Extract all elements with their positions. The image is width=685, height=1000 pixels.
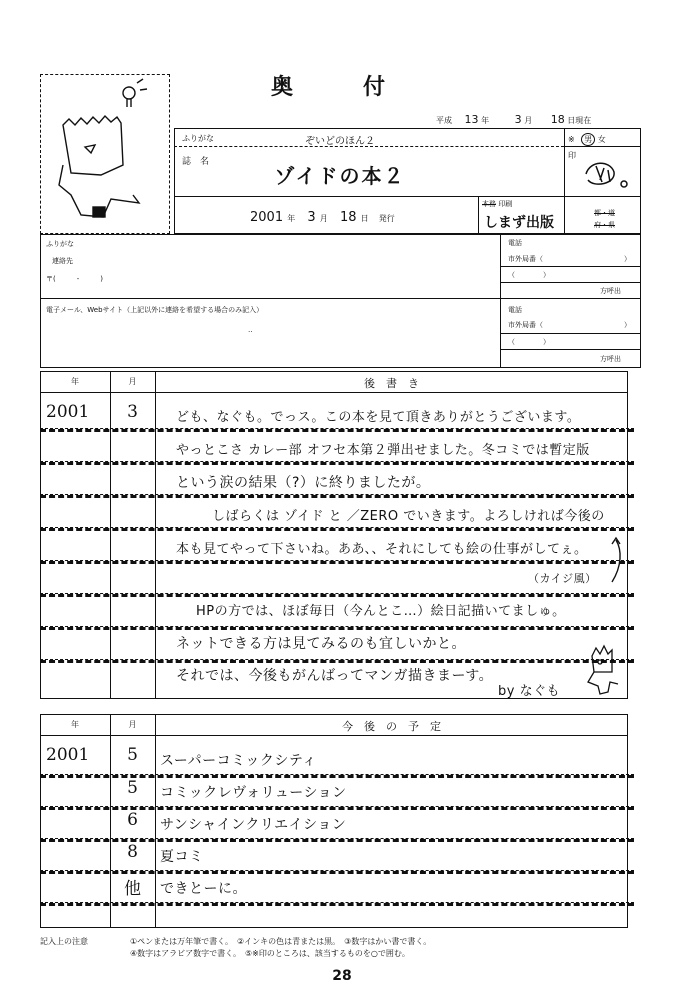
seal-label: 印 [568, 151, 576, 160]
contact-block [40, 234, 641, 368]
afterword-line-9: それでは、今後もがんばってマンガ描きまーす。 [176, 668, 494, 684]
date-day: 18 [550, 113, 565, 126]
pub-year-unit: 年 [287, 214, 296, 223]
schedule-month-3: 6 [127, 810, 138, 830]
date-year: 13 [464, 113, 479, 126]
schedule-month-4: 8 [127, 842, 138, 862]
paren-close-1: ） [624, 255, 631, 263]
notes-line-1: ①ペンまたは万年筆で書く。 ②インキの色は青または黒。 ③数字はかい書で書く。 [130, 937, 432, 946]
contact-furigana-label: ふりがな [46, 240, 74, 248]
afterword-month-header: 月 [128, 377, 137, 386]
pub-month: 3 [307, 210, 316, 225]
pub-suffix: 発行 [378, 214, 395, 223]
notes-line-2: ④数字はアラビア数字で書く。 ⑤※印のところは、該当するものを○で囲む。 [130, 949, 410, 958]
schedule-year-header: 年 [71, 720, 79, 729]
afterword-year-header: 年 [71, 377, 79, 386]
era-label: 平成 [436, 116, 452, 125]
afterword-line-3: という涙の結果（?）に終りましたが。 [176, 475, 431, 491]
character-drawing [41, 75, 168, 232]
afterword-line-5: 本も見てやって下さいね。ああ、、それにしても絵の仕事がしてぇ。 [176, 542, 588, 557]
afterword-line-7: HPの方では、ほぼ毎日（今んとこ…）絵日記描いてましゅ。 [196, 604, 566, 619]
afterword-month: 3 [127, 402, 138, 422]
afterword-year: 2001 [46, 402, 90, 422]
schedule-event-3: サンシャインクリエイション [160, 817, 347, 833]
afterword-line-2: やっとこさ カレー部 オフセ本第２弾出せました。冬コミでは暫定版 [176, 443, 590, 458]
month-unit: 月 [524, 116, 533, 125]
schedule-year: 2001 [46, 745, 90, 765]
afterword-line-6: （カイジ風） [528, 572, 597, 585]
exchange-label-2: 市外局番（ [508, 321, 543, 329]
phone-label-1: 電話 [508, 239, 522, 247]
title-label: 誌 名 [182, 157, 210, 167]
notes-label: 記入上の注意 [40, 937, 88, 946]
afterword-signature: by なぐも [498, 684, 561, 699]
gender-male-circled: 男 [581, 133, 595, 146]
schedule-event-1: スーパーコミックシティ [160, 753, 317, 769]
furigana-label: ふりがな [182, 134, 214, 143]
arrow-doodle [608, 536, 626, 586]
afterword-line-8: ネットできる方は見てみるのも宜しいかと。 [176, 636, 466, 652]
dots-mark: ‥ [248, 326, 253, 334]
schedule-event-5: できとーに。 [160, 881, 247, 897]
struck-text-2: 府・県 [594, 221, 615, 229]
page-title: 奥 付 [270, 74, 409, 100]
paren-row-2: （ ） [508, 338, 550, 346]
struck-text-1: 都・道 [594, 209, 615, 217]
exchange-label-1: 市外局番（ [508, 255, 543, 263]
schedule-month-5: 他 [124, 879, 141, 899]
book-title: ゾイドの本２ [274, 164, 406, 188]
address-label: 連絡先 [52, 257, 73, 265]
call-label-2: 方呼出 [600, 355, 621, 363]
pub-day-unit: 日 [360, 214, 369, 223]
printer-label: 印刷 [498, 200, 513, 208]
paren-row-1: （ ） [508, 271, 550, 279]
date-month: 3 [514, 113, 522, 126]
photo-box [40, 74, 170, 234]
printer-struck: 本務 [482, 200, 496, 208]
gender-mark: ※ [568, 135, 575, 144]
schedule-month-header: 月 [128, 720, 137, 729]
schedule-month-1: 5 [127, 745, 138, 765]
pub-year: 2001 [250, 210, 284, 225]
phone-label-2: 電話 [508, 306, 522, 314]
afterword-line-4: しばらくは ゾイド と ／ZERO でいきます。よろしければ今後の [212, 509, 605, 524]
pub-day: 18 [339, 210, 357, 225]
schedule-event-2: コミックレヴォリューション [160, 785, 347, 801]
postal-code: 〒( - ) [46, 275, 103, 283]
year-unit: 年 [481, 116, 490, 125]
seal-scribble [580, 156, 634, 192]
schedule-month-2: 5 [127, 778, 138, 798]
afterword-line-1: ども、なぐも。でっス。この本を見て頂きありがとうございます。 [176, 410, 581, 425]
day-unit: 日現在 [567, 116, 592, 125]
pub-month-unit: 月 [319, 214, 328, 223]
page-number: 28 [332, 968, 352, 984]
email-label: 電子メール、Webサイト（上記以外に連絡を希望する場合のみ記入） [46, 306, 264, 314]
printer-name: しまず出版 [484, 215, 554, 231]
signature-doodle [582, 642, 624, 696]
schedule-header-title: 今 後 の 予 定 [342, 720, 441, 733]
paren-close-2: ） [624, 321, 631, 329]
call-label-1: 方呼出 [600, 287, 621, 295]
gender-female: 女 [597, 135, 606, 144]
afterword-header-title: 後 書 き [364, 377, 419, 390]
schedule-event-4: 夏コミ [160, 849, 204, 865]
book-furigana: ぞいどのほん２ [305, 136, 375, 147]
